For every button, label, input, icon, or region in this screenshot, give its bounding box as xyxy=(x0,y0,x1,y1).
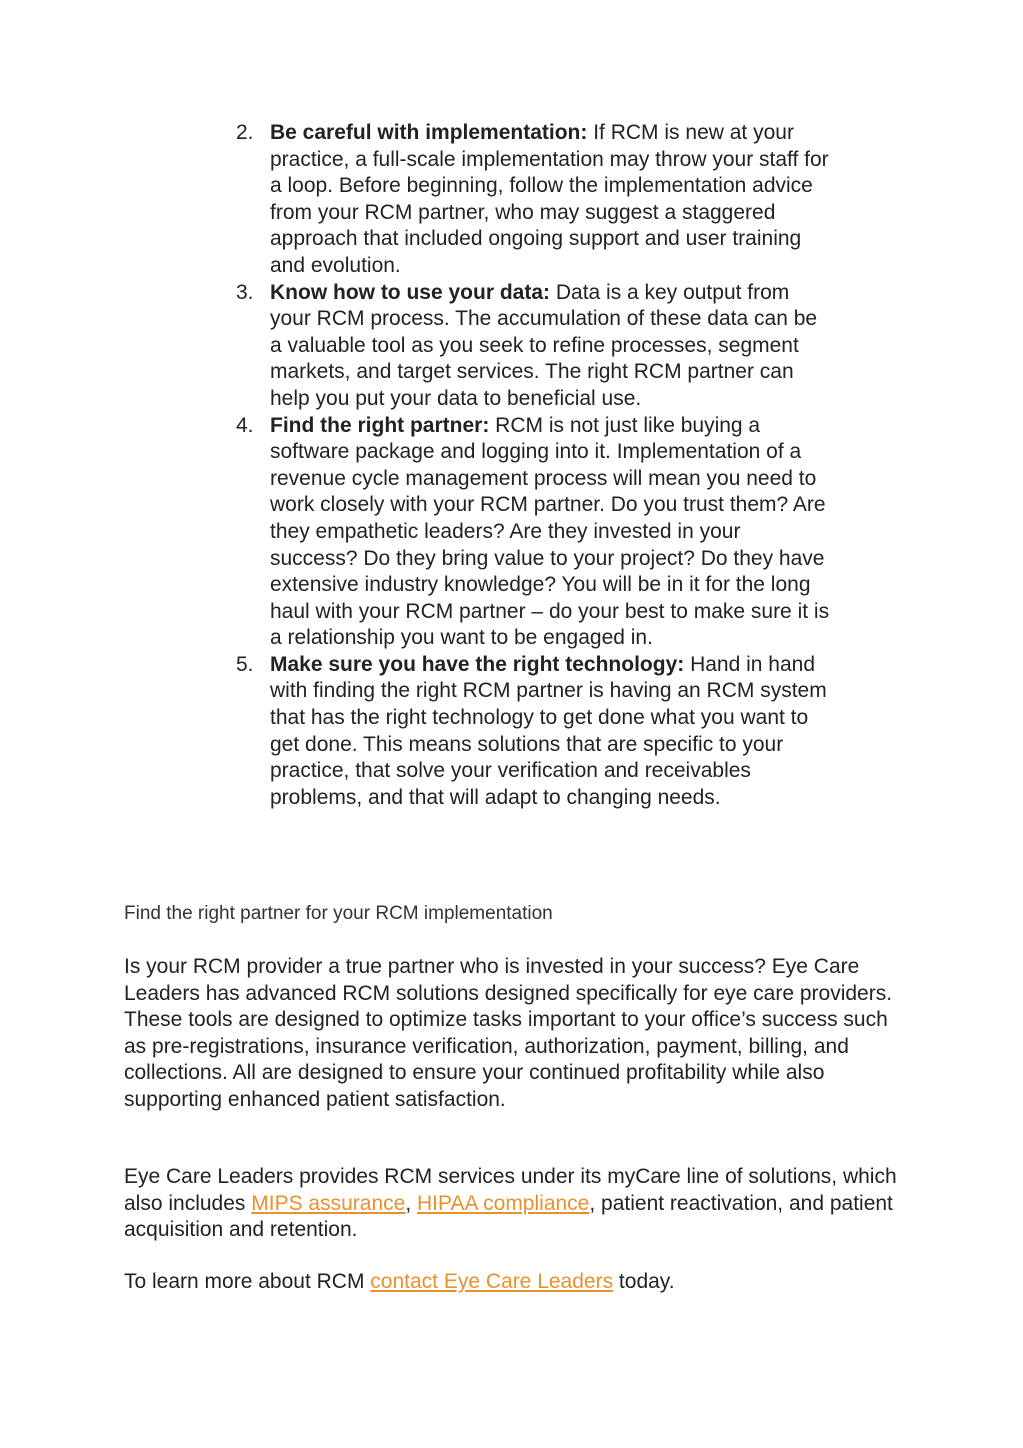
mips-assurance-link[interactable]: MIPS assurance xyxy=(251,1191,406,1215)
services-text-after: , patient reactivation, and patient acquisition and retention. xyxy=(124,1191,893,1242)
contact-text-after: today. xyxy=(613,1270,675,1293)
section-subheading: Find the right partner for your RCM implementation xyxy=(124,903,553,924)
services-separator: , xyxy=(405,1191,417,1215)
contact-text-before: To learn more about RCM xyxy=(124,1270,371,1293)
hipaa-compliance-link[interactable]: HIPAA compliance xyxy=(417,1191,590,1215)
list-item xyxy=(0,413,830,652)
contact-link[interactable]: contact Eye Care Leaders xyxy=(370,1270,614,1293)
services-paragraph xyxy=(124,1164,914,1244)
list-item-lead: Find the right partner: xyxy=(270,413,490,437)
list-item-text: Data is a key output from your RCM process. The accumulation of these data can be a valuable tool as you seek to refine processes, segment markets, and target services. The right RCM partner can help you put your data to beneficial use. xyxy=(270,280,818,410)
services-text-before: Eye Care Leaders provides RCM services under its myCare line of solutions, which also includes xyxy=(124,1165,897,1215)
list-number: 3. xyxy=(236,280,254,304)
intro-paragraph: Is your RCM provider a true partner who is invested in your success? Eye Care Leaders has advanced RCM solutions designed specifically for eye care providers. These tools are designed to optimize tasks important to your office’s success such as pre-registrations, insurance verification, authorization, payment, billing, and collections. All are designed to ensure your continued profitability while also supporting enhanced patient satisfaction. xyxy=(124,955,893,1111)
list-number: 2. xyxy=(236,121,254,144)
list-item-text: Hand in hand with finding the right RCM partner is having an RCM system that has the right technology to get done what you want to get done. This means solutions that are specific to your practice, that solve your verification and receivables problems, and that will adapt to changing needs. xyxy=(270,652,827,809)
numbered-tips-list xyxy=(0,120,830,811)
contact-paragraph xyxy=(124,1269,914,1296)
list-item-lead: Know how to use your data: xyxy=(270,280,551,304)
list-item xyxy=(0,280,830,413)
list-number: 5. xyxy=(236,652,254,676)
list-number: 4. xyxy=(236,413,254,437)
list-item-lead: Make sure you have the right technology: xyxy=(270,652,685,676)
list-item-text: RCM is not just like buying a software package and logging into it. Implementation of a revenue cycle management process will mean you need to work closely with your RCM partner. Do you trust them? Are they empathetic leaders? Are they invested in your success? Do they bring value to your project? Do they have extensive industry knowledge? You will be in it for the long haul with your RCM partner – do your best to make sure it is a relationship you want to be engaged in. xyxy=(270,413,830,650)
list-item-text: If RCM is new at your practice, a full-scale implementation may throw your staff for a loop. Before beginning, follow the implementation advice from your RCM partner, who may suggest a staggered approach that included ongoing support and user training and evolution. xyxy=(270,121,829,277)
list-item xyxy=(0,120,830,280)
list-item-lead: Be careful with implementation: xyxy=(270,121,588,144)
list-item xyxy=(0,652,830,812)
